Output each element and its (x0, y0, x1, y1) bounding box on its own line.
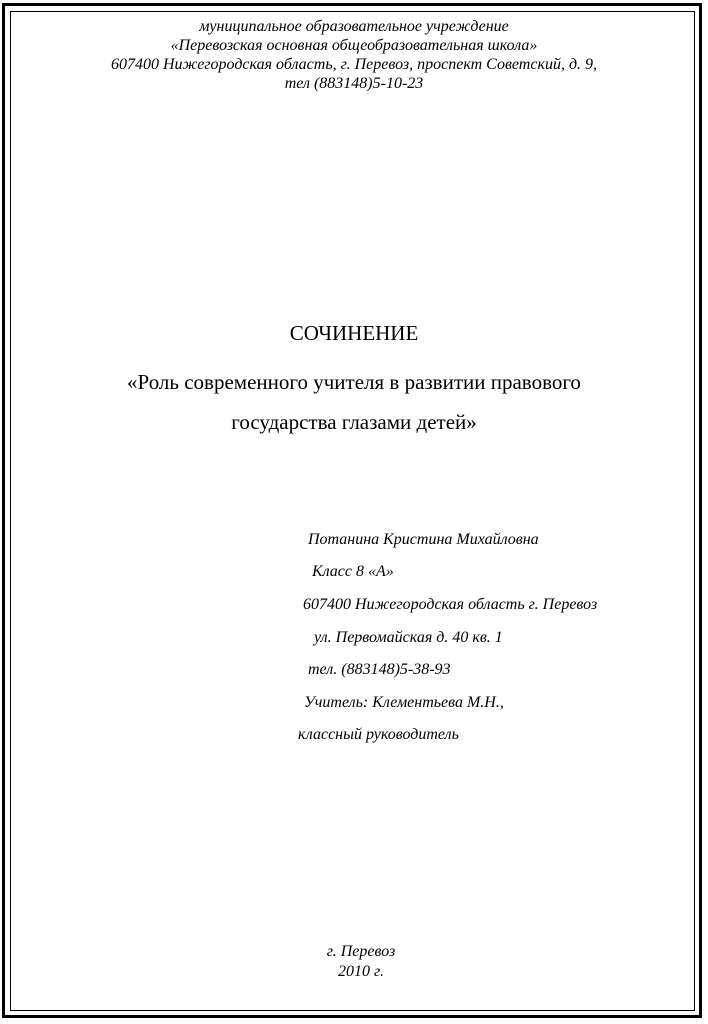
author-phone: тел. (883148)5-38-93 (308, 661, 451, 678)
essay-topic-line-1: «Роль современного учителя в развитии правового (127, 370, 581, 394)
footer-year: 2010 г. (337, 963, 385, 980)
title-block (0, 318, 708, 442)
author-name: Потанина Кристина Михайловна (308, 531, 539, 548)
school-phone-line: тел (883148)5-10-23 (284, 75, 424, 92)
document-footer (0, 942, 708, 982)
author-address-city: 607400 Нижегородская область г. Перевоз (303, 596, 598, 613)
school-name-line: «Перевозская основная общеобразовательная школа» (170, 37, 538, 54)
author-address-street: ул. Первомайская д. 40 кв. 1 (314, 629, 503, 646)
essay-topic-line-2: государства глазами детей» (231, 410, 477, 434)
document-title: СОЧИНЕНИЕ (289, 321, 419, 345)
author-class: Класс 8 «А» (312, 563, 394, 580)
teacher-name: Учитель: Клементьева М.Н., (304, 694, 504, 711)
page-border-inner (10, 11, 695, 1011)
school-header (0, 17, 708, 93)
school-type-line: муниципальное образовательное учреждение (199, 18, 509, 35)
footer-city: г. Перевоз (326, 943, 396, 960)
school-address-line: 607400 Нижегородская область, г. Перевоз, проспект Советский, д. 9, (110, 56, 598, 73)
teacher-role: классный руководитель (298, 726, 459, 743)
